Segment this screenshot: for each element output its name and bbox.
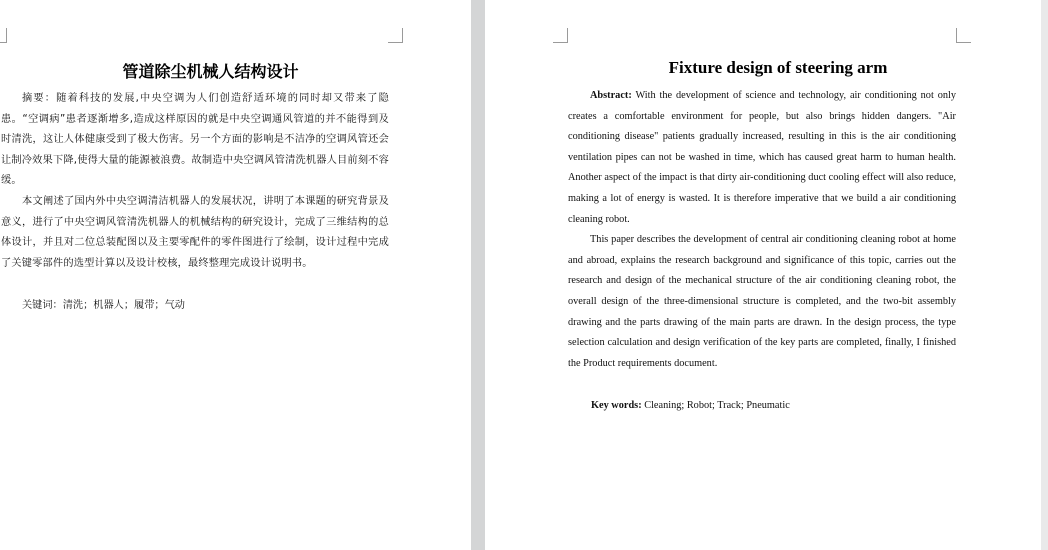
abstract-paragraph <box>568 86 956 230</box>
keywords-text: Cleaning; Robot; Track; Pneumatic <box>644 400 790 411</box>
abstract-body <box>568 86 956 374</box>
page-gap <box>471 0 485 550</box>
abstract-label: 摘要： <box>22 93 57 104</box>
page-title: 管道除尘机械人结构设计 <box>122 62 299 81</box>
margin-corner-mark <box>388 28 403 43</box>
scrollbar-track[interactable] <box>1041 0 1048 550</box>
page-title: Fixture design of steering arm <box>668 58 888 77</box>
abstract-paragraph: This paper describes the development of central air conditioning cleaning robot at home and abroad, explains the research background and significance of this topic, carries out the research and design of the mechanical structure of the air conditioning cleaning robot, the overall design of the three-dimensional structure is completed, and the two-bit assembly drawing and the parts drawing of the main parts are drawn. In the design process, the type selection calculation and design verification of the key parts are completed, finally, I finished the Product requirements document. <box>568 234 956 369</box>
margin-corner-mark <box>0 28 7 43</box>
chinese-abstract-page <box>0 0 471 550</box>
abstract-text: 随着科技的发展,中央空调为人们创造舒适环境的同时却又带来了隐患。“空调病”患者逐渐增多,造成这样原因的就是中央空调通风管道的并不能得到及时清洗，这让人体健康受到了极大伤害。另一个方面的影响是不洁净的空调风管还会让制冷效果下降,使得大量的能源被浪费。故制造中央空调风管清洗机器人目前刻不容缓。 <box>1 93 389 187</box>
keywords-line <box>22 296 185 316</box>
keywords-label: 关键词： <box>22 300 63 311</box>
abstract-paragraph: 本文阐述了国内外中央空调清洁机器人的发展状况，讲明了本课题的研究背景及意义，进行了中央空调风管清洗机器人的机械结构的研究设计，完成了三维结构的总体设计，并且对二位总装配图以及主要零配件的零件图进行了绘制，设计过程中完成了关键零部件的选型计算以及设计校核，最终整理完成设计说明书。 <box>1 195 389 269</box>
margin-corner-mark <box>956 28 971 43</box>
abstract-paragraph <box>1 89 389 192</box>
english-abstract-page <box>485 0 1041 550</box>
keywords-line <box>591 396 790 416</box>
abstract-body <box>1 89 389 274</box>
margin-corner-mark <box>553 28 568 43</box>
keywords-text: 清洗；机器人；履带；气动 <box>62 300 185 311</box>
abstract-text: With the development of science and technology, air conditioning not only creates a comfortable environment for people, but also brings hidden dangers. "Air conditioning disease" patients gradually increased, resulting in this is the air conditioning ventilation pipes can not be washed in time, which has caused great harm to human health. Another aspect of the impact is that dirty air-conditioning duct cooling effect will also reduce, making a lot of energy is wasted. It is therefore imperative that we build a air conditioning cleaning robot. <box>568 90 956 225</box>
abstract-label: Abstract: <box>590 90 632 101</box>
keywords-label: Key words: <box>591 400 642 411</box>
